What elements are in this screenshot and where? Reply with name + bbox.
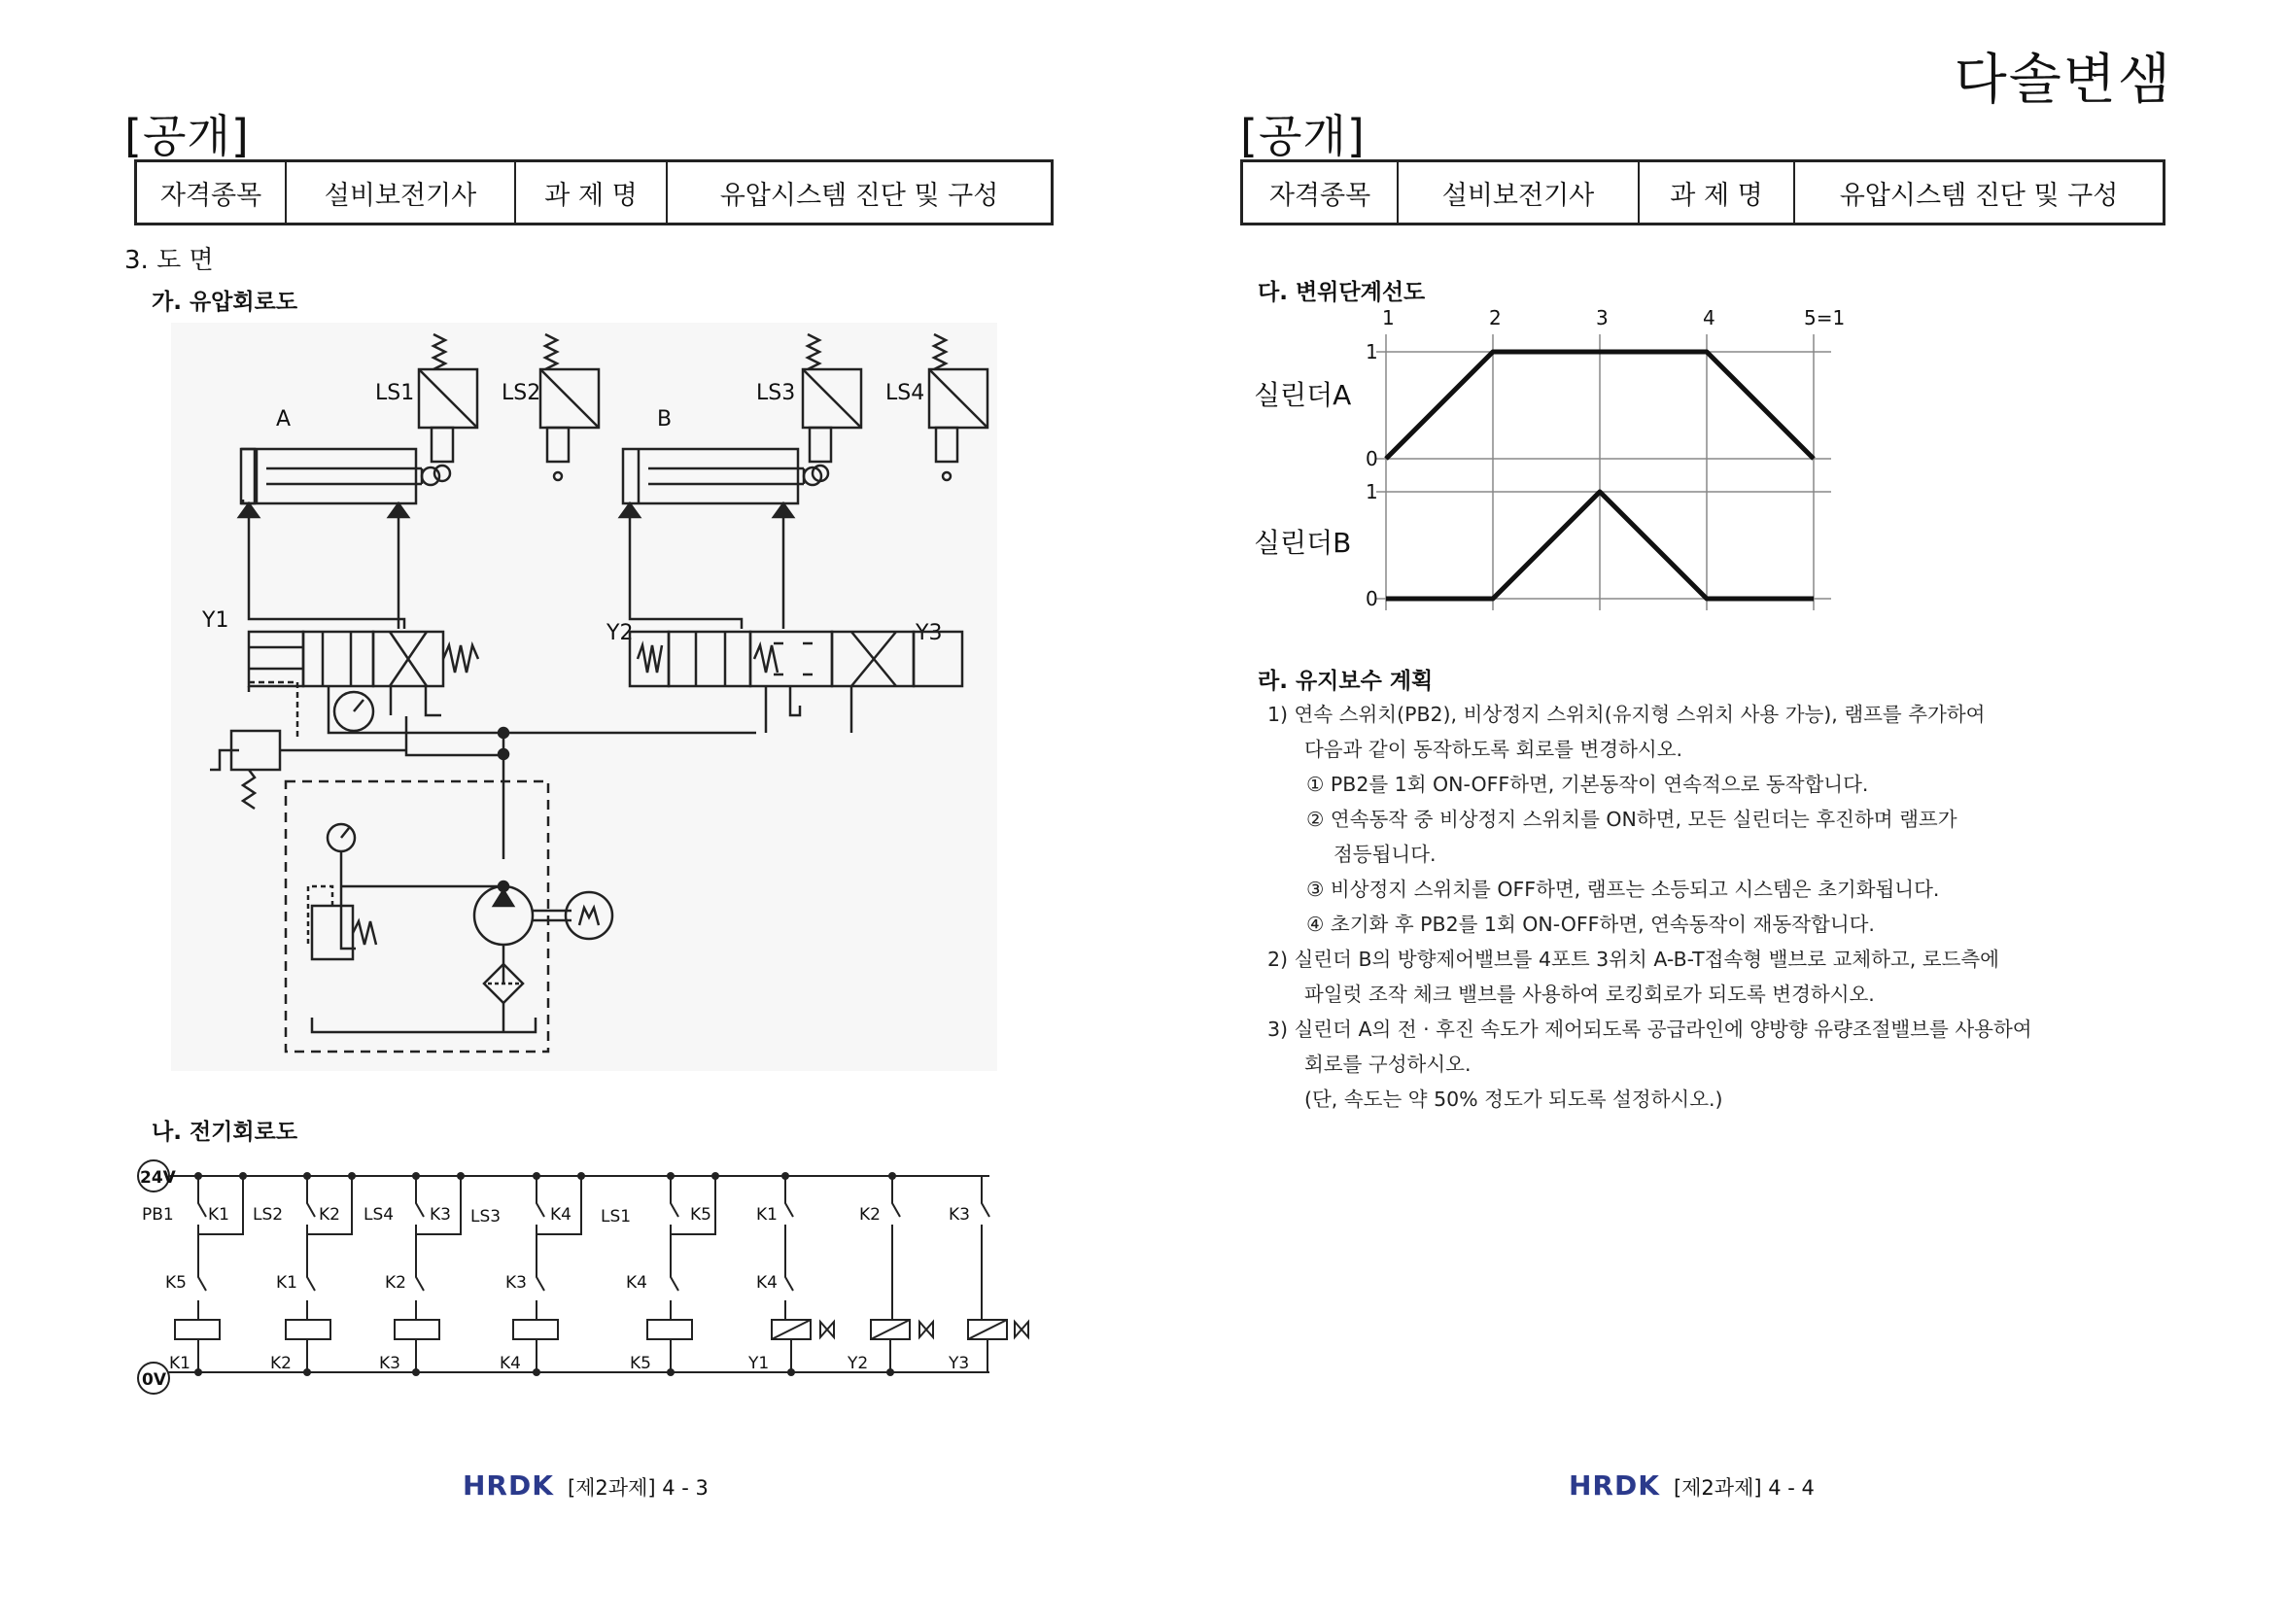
coil-k2: K2 [270,1354,292,1373]
footer [1569,1469,1815,1502]
hrdk-logo: HRDK [1569,1469,1660,1502]
contact-k2c: K2 [385,1273,406,1293]
contact-k4b: K4 [626,1273,647,1293]
a-level-0: 0 [1366,447,1378,470]
step-label-2: 2 [1489,306,1502,329]
brand-watermark: 다솔변샘 [1954,49,2172,112]
header-table [1240,159,2165,225]
maint-line-1: 1) 연속 스위치(PB2), 비상정지 스위치(유지형 스위치 사용 가능), 램프를 추가하여 [1267,703,1986,726]
subsection-maintenance: 라. 유지보수 계획 [1258,669,1434,694]
header-cell-task-value: 유압시스템 진단 및 구성 [667,161,1053,225]
contact-k3b: K3 [949,1205,970,1225]
header-table [134,159,1054,225]
contact-ls3: LS3 [470,1207,502,1227]
y1-label: Y1 [202,608,229,633]
coil-y1: Y1 [748,1354,770,1373]
maint-line-10: 3) 실린더 A의 전 · 후진 속도가 제어되도록 공급라인에 양방향 유량조절밸브를 사용하여 [1267,1018,2032,1041]
a-level-1: 1 [1366,340,1378,363]
contact-k5a: K5 [690,1205,711,1225]
contact-k2b: K2 [859,1205,881,1225]
contact-pb1: PB1 [142,1205,174,1225]
header-cell-task: 과 제 명 [1639,161,1794,225]
contact-ls1: LS1 [601,1207,632,1227]
maint-line-3: ① PB2를 1회 ON-OFF하면, 기본동작이 연속적으로 동작합니다. [1306,773,1869,796]
contact-k1b: K1 [756,1205,778,1225]
y3-label: Y3 [916,621,943,645]
b-level-1: 1 [1366,480,1378,503]
header-cell-qualification: 자격종목 [136,161,287,225]
footer [463,1469,709,1502]
page-right [1143,0,2286,1624]
coil-k1: K1 [169,1354,190,1373]
public-label: [공개] [124,110,250,162]
maint-line-11: 회로를 구성하시오. [1304,1053,1472,1076]
subsection-step-diagram: 다. 변위단계선도 [1258,280,1426,305]
contact-k3c: K3 [505,1273,527,1293]
hrdk-logo: HRDK [463,1469,554,1502]
subsection-hydraulic: 가. 유압회로도 [152,290,298,315]
ls4-label: LS4 [885,381,925,405]
header-cell-qualification: 자격종목 [1242,161,1399,225]
b-level-0: 0 [1366,587,1378,610]
contact-k3a: K3 [430,1205,451,1225]
cylinder-b-label: B [657,407,673,432]
coil-y3: Y3 [949,1354,970,1373]
hydraulic-circuit-diagram [171,323,997,1071]
header-cell-qualification-value: 설비보전기사 [286,161,515,225]
rail-24v-label: 24V [140,1168,176,1188]
maint-line-12: (단, 속도는 약 50% 정도가 되도록 설정하시오.) [1304,1088,1723,1111]
maint-line-6: ③ 비상정지 스위치를 OFF하면, 램프는 소등되고 시스템은 초기화됩니다. [1306,878,1940,901]
header-cell-task: 과 제 명 [515,161,667,225]
y2-label: Y2 [606,621,634,645]
subsection-electric: 나. 전기회로도 [152,1120,298,1145]
cylinder-a-label: A [276,407,292,432]
ls3-label: LS3 [756,381,796,405]
step-label-4: 4 [1703,306,1715,329]
page-number: [제2과제] 4 - 3 [567,1476,709,1500]
maint-line-7: ④ 초기화 후 PB2를 1회 ON-OFF하면, 연속동작이 재동작합니다. [1306,913,1875,936]
contact-k4c: K4 [756,1273,778,1293]
maint-line-9: 파일럿 조작 체크 밸브를 사용하여 로킹회로가 되도록 변경하시오. [1304,983,1875,1006]
cylinder-b-label: 실린더B [1254,527,1352,559]
contact-k2a: K2 [319,1205,340,1225]
step-label-1: 1 [1382,306,1395,329]
header-cell-task-value: 유압시스템 진단 및 구성 [1794,161,2165,225]
contact-k1a: K1 [208,1205,229,1225]
coil-k3: K3 [379,1354,400,1373]
page-number: [제2과제] 4 - 4 [1673,1476,1815,1500]
cylinder-a-label: 실린더A [1254,379,1352,411]
public-label: [공개] [1240,110,1366,162]
coil-k4: K4 [500,1354,521,1373]
contact-k4a: K4 [550,1205,572,1225]
maint-line-2: 다음과 같이 동작하도록 회로를 변경하시오. [1304,738,1683,761]
ls1-label: LS1 [375,381,415,405]
contact-ls4: LS4 [364,1205,395,1225]
section-title: 3. 도 면 [124,246,214,275]
electric-ladder-diagram [134,1157,1048,1399]
ls2-label: LS2 [502,381,541,405]
contact-k5b: K5 [165,1273,187,1293]
contact-k1c: K1 [276,1273,297,1293]
contact-ls2: LS2 [253,1205,284,1225]
step-label-5: 5=1 [1804,306,1846,329]
coil-k5: K5 [630,1354,651,1373]
header-cell-qualification-value: 설비보전기사 [1398,161,1639,225]
maint-line-8: 2) 실린더 B의 방향제어밸브를 4포트 3위치 A-B-T접속형 밸브로 교체하고, 로드측에 [1267,948,1999,971]
rail-0v-label: 0V [142,1370,166,1390]
coil-y2: Y2 [848,1354,869,1373]
maint-line-5: 점등됩니다. [1334,843,1437,866]
maint-line-4: ② 연속동작 중 비상정지 스위치를 ON하면, 모든 실린더는 후진하며 램프가 [1306,808,1957,831]
step-label-3: 3 [1596,306,1609,329]
displacement-step-diagram [1254,306,1846,618]
